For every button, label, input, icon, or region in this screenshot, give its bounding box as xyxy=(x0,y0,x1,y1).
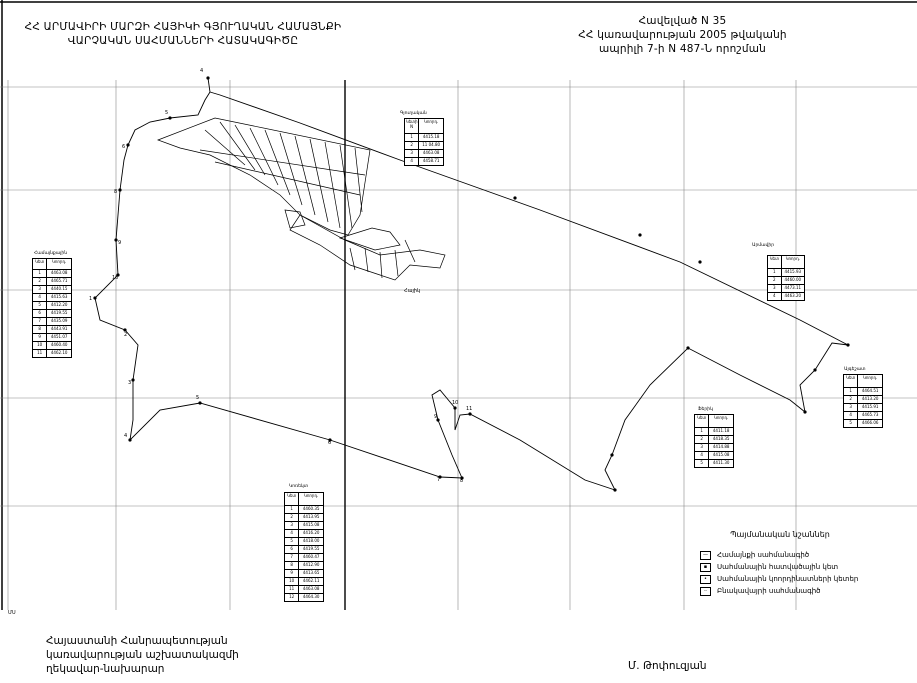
table-label: Գյուղական xyxy=(400,111,427,116)
boundary-point-label: 8 xyxy=(114,189,118,195)
settlement-line-icon: ┄ xyxy=(700,587,711,596)
table-label: Այգեշատ xyxy=(844,367,866,372)
coordinate-table: Կետ Կոորդ. 1 4463.08 2 4465.71 3 4440.15 4 4415.63 5 4412.20 6 4419.55 7 4435.09 8 4443.91 9 4451.07 10 4460.40 11 4462.10 xyxy=(32,258,72,358)
boundary-point-label: 11 xyxy=(466,406,473,412)
map-title-line2: ՎԱՐՉԱԿԱՆ ՍԱՀՄԱՆՆԵՐԻ ՀԱՏԱԿԱԳԻԾԸ xyxy=(67,35,299,47)
table-label: Կոռեկտ xyxy=(289,484,309,489)
boundary-line-icon: — xyxy=(700,551,711,560)
boundary-point-label: 5 xyxy=(165,110,169,116)
coordinate-table: Կետ Կոորդ. 1 4460.35 2 4413.95 3 4415.08 4 4416.20 5 4418.00 6 4419.55 7 4460.47 8 4412.90 9 4413.65 10 4462.11 11 4463.08 12 4464.30 xyxy=(284,492,324,602)
signatory-line1: Հայաստանի Հանրապետության xyxy=(46,635,228,647)
coordinate-table: Կետ Կոորդ. 1 4415.93 2 4460.00 3 4473.11 4 4463.20 xyxy=(767,255,805,301)
boundary-point-label: 9 xyxy=(118,240,122,246)
legend-item-label: Համայնքի սահմանագիծ xyxy=(717,551,810,559)
coordinate-table: Կետ Կոորդ. 1 4411.18 2 4418.35 3 4414.88 4 4415.08 5 4411.30 xyxy=(694,414,734,468)
table-label: Արմավիր xyxy=(752,243,775,248)
annex-decree-line1: ՀՀ կառավարության 2005 թվականի xyxy=(578,29,787,41)
boundary-point-label: 5 xyxy=(196,395,200,401)
signatory-line2: կառավարության աշխատակազմի xyxy=(46,649,239,661)
table-label: Ֆերիկ xyxy=(698,407,713,412)
annex-number: Հավելված N 35 xyxy=(638,15,727,27)
boundary-point-label: 6 xyxy=(122,144,126,150)
legend-item-label: Սահմանային հատվածային կետ xyxy=(717,563,839,571)
boundary-point-label: 2 xyxy=(124,332,128,338)
boundary-point-label: 3 xyxy=(128,380,132,386)
legend-item-label: Սահմանային կոորդինատների կետեր xyxy=(717,575,859,583)
boundary-point-label: 10 xyxy=(452,400,459,406)
boundary-point-label: 7 xyxy=(437,477,441,483)
legend-item xyxy=(700,585,890,597)
boundary-point-label: 4 xyxy=(200,68,204,74)
legend-item xyxy=(700,561,890,573)
boundary-point-label: 10 xyxy=(112,275,119,281)
section-point-icon: ▪ xyxy=(700,563,711,572)
coordinate-table: Կետ Կոորդ. 1 4464.51 2 4413.20 3 4415.91 4 4465.73 5 4466.06 xyxy=(843,374,883,428)
signatory-title xyxy=(46,634,239,676)
legend-title: Պայմանական նշաններ xyxy=(730,530,830,539)
settlement-label: Հայիկ xyxy=(404,288,421,294)
table-label: Համայնքային xyxy=(34,251,68,256)
signatory-line3: ղեկավար-նախարար xyxy=(46,663,165,675)
boundary-point-label: 4 xyxy=(124,433,128,439)
legend-item xyxy=(700,573,890,585)
map-title-line1: ՀՀ ԱՐՄԱՎԻՐԻ ՄԱՐԶԻ ՀԱՅԻԿԻ ԳՅՈՒՂԱԿԱՆ ՀԱՄԱՅՆՔԻ xyxy=(24,21,342,33)
annex-header xyxy=(575,14,790,56)
boundary-point-label: 9 xyxy=(434,414,438,420)
boundary-point-label: 1 xyxy=(89,296,93,302)
boundary-point-label: 6 xyxy=(328,440,332,446)
coordinate-point-icon: • xyxy=(700,575,711,584)
settlement-parcels xyxy=(158,118,445,280)
signatory-name: Մ. Թոփուզյան xyxy=(628,660,707,672)
legend xyxy=(700,530,890,597)
legend-item-label: Բնակավայրի սահմանագիծ xyxy=(717,587,821,595)
annex-decree-line2: ապրիլի 7-ի N 487-Ն որոշման xyxy=(598,43,767,55)
community-boundary-line xyxy=(95,78,848,490)
scale-mark: ՄՍ xyxy=(8,610,16,616)
boundary-point-label: 8 xyxy=(460,478,464,484)
legend-item xyxy=(700,549,890,561)
boundary-points xyxy=(93,76,849,491)
coordinate-table: Կետի N Կոորդ. 1 4415.18 2 11 04.80 3 4463.08 4 4458.71 xyxy=(404,118,444,166)
map-title xyxy=(18,20,348,48)
